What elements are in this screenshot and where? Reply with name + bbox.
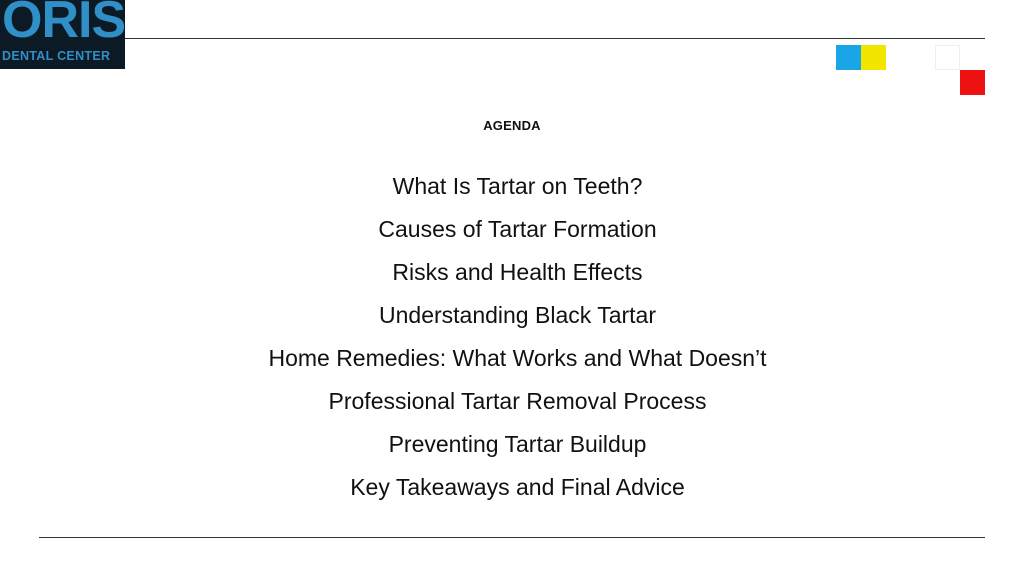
logo-subtitle: DENTAL CENTER (2, 49, 111, 63)
decor-square-red (960, 70, 985, 95)
agenda-title: AGENDA (483, 118, 541, 133)
agenda-list (0, 168, 1024, 512)
agenda-item: Risks and Health Effects (392, 259, 643, 285)
top-divider (125, 38, 985, 39)
decor-square-white (935, 45, 960, 70)
logo (0, 0, 125, 69)
agenda-item: Key Takeaways and Final Advice (350, 474, 685, 500)
decor-square-yellow (861, 45, 886, 70)
agenda-item: Professional Tartar Removal Process (328, 388, 707, 414)
agenda-item: Causes of Tartar Formation (378, 216, 657, 242)
bottom-divider (39, 537, 985, 538)
logo-wordmark: ORIS (2, 0, 125, 49)
agenda-item: What Is Tartar on Teeth? (392, 173, 643, 199)
agenda-item: Preventing Tartar Buildup (388, 431, 647, 457)
agenda-item: Understanding Black Tartar (379, 302, 656, 328)
decor-square-blue (836, 45, 861, 70)
agenda-item: Home Remedies: What Works and What Doesn’t (268, 345, 767, 371)
